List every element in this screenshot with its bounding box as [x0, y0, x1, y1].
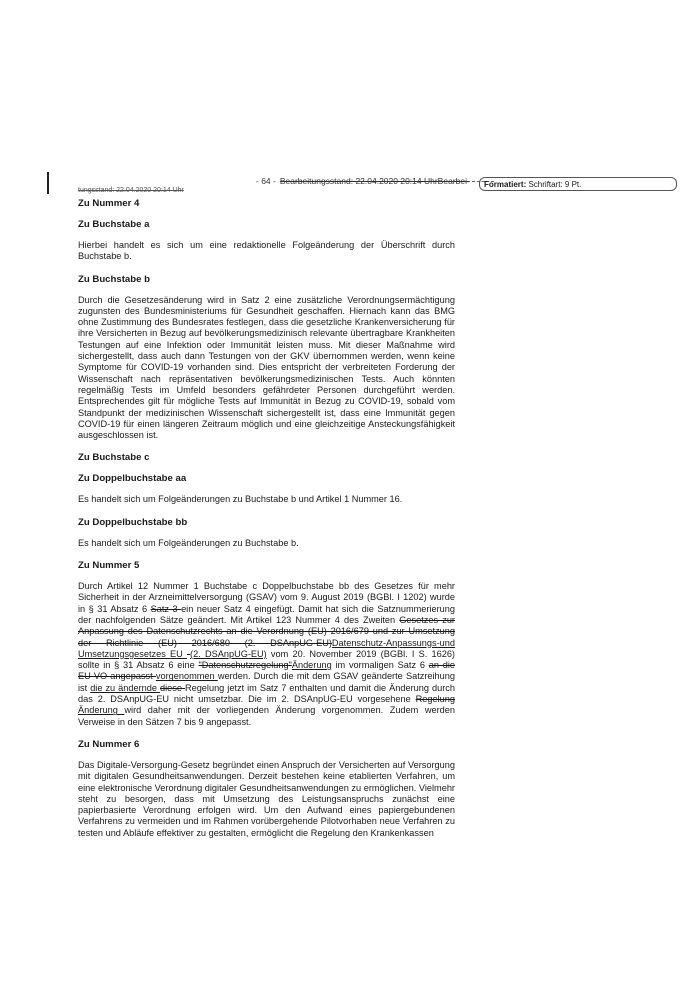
deleted-text: "Datenschutzregelung" — [198, 660, 292, 671]
text-run: werden. Durch die mit dem GSAV geänderte Satzreihung ist — [78, 671, 455, 693]
deleted-stand: Bearbeitungsstand: 22.04.2020 20:14 UhrBearbei- — [279, 176, 470, 186]
comment-label: Formatiert: — [484, 180, 527, 189]
deleted-text: Satz 3 — [150, 603, 182, 614]
paragraph-doppelbuchstabe-aa: Es handelt sich um Folgeänderungen zu Buchstabe b und Artikel 1 Nummer 16. — [78, 494, 403, 505]
inserted-text: vorgenommen — [155, 671, 218, 682]
text-run: wird daher mit der vorliegenden Änderung vorgenommen. Zudem werden Verweise in den Sätzen 7 bis 9 angepasst. — [78, 705, 455, 727]
running-head: tungsstand: 22.04.2020 20:14 Uhr — [78, 187, 184, 194]
inserted-text: Datenschutz-Anpassungs-und Umsetzungsgesetzes EU — [78, 637, 455, 659]
paragraph-buchstabe-b: Durch die Gesetzesänderung wird in Satz 2 eine zusätzliche Verordnungsermächtigung zugunsten des Bundesministeriums für Gesundheit geschaffen. Hiernach kann das BMG ohne Zustimmung des Bundesrates festlegen, dass die gesetzliche Krankenversicherung für ihre Versicherten in Bezug auf bevölkerungsmedizinisch relevante übertragbare Krankheiten Testungen auf eine Infektion oder Immunität leisten muss. Mit dieser Maßnahme wird sichergestellt, dass auch dann Testungen von der GKV übernommen werden, wenn keine Symptome für COVID-19 vorhanden sind. Dies entspricht der verbreiteten Forderung der Wissenschaft nach repräsentativen bevölkerungsmedizinischen Tests. Auch könnten regelmäßig Tests im Umfeld besonders gefährdeter Personen durchgeführt werden. Entsprechendes gilt für mögliche Tests auf Immunität in Bezug zu COVID-19, sobald vom Standpunkt der medizinischen Wissenschaft sichergestellt ist, dass eine Immunität gegen COVID-19 für einen längeren Zeitraum möglich und eine gleichzeitige Ansteckungsfähigkeit ausgeschlossen ist. — [78, 294, 455, 441]
deleted-text: diese — [159, 682, 185, 693]
text-run: Regelung jetzt im Satz 7 enthalten und damit die Änderung durch das 2. DSAnpUG-EU nicht umsetzbar. Die im 2. DSAnpUG-EU vorgesehene — [78, 682, 455, 705]
page-header — [256, 176, 494, 186]
deleted-text: an die EU-VO angepasst — [78, 660, 455, 682]
inserted-text: Änderung — [291, 660, 332, 671]
text-run: vom 20. November 2019 (BGBl. I S. 1626) sollte in § 31 Absatz 6 eine — [78, 648, 455, 671]
heading-doppelbuchstabe-bb: Zu Doppelbuchstabe bb — [78, 516, 188, 528]
text-run: ein neuer Satz 4 eingefügt. Damit hat sich die Satznummerierung der nachfolgenden Sätze geändert. Mit Artikel 123 Nummer 4 des Zweiten — [78, 603, 455, 625]
paragraph-doppelbuchstabe-bb: Es handelt sich um Folgeänderungen zu Buchstabe b. — [78, 537, 299, 548]
heading-buchstabe-b: Zu Buchstabe b — [78, 273, 150, 285]
format-comment-balloon[interactable] — [479, 177, 677, 191]
heading-nummer-4: Zu Nummer 4 — [78, 198, 140, 209]
inserted-text: (2. DSAnpUG-EU) — [190, 648, 267, 659]
text-run: Durch Artikel 12 Nummer 1 Buchstabe c Doppelbuchstabe bb des Gesetzes für mehr Sicherheit in der Arzneimittelversorgung (GSAV) vom 9. August 2019 (BGBl. I 1202) wurde in § 31 Absatz 6 — [78, 581, 455, 614]
deleted-text: Gesetzes zur Anpassung des Datenschutzrechts an die Verordnung (EU) 2016/679 und zur Umsetzung der Richtlinie (EU) 2016/680 (2. DSAnpUG-EU) — [78, 614, 455, 648]
paragraph-buchstabe-a: Hierbei handelt es sich um eine redaktionelle Folgeänderung der Überschrift durch Buchstabe b. — [78, 240, 455, 262]
heading-buchstabe-c: Zu Buchstabe c — [78, 452, 150, 464]
inserted-text: Änderung — [78, 705, 125, 716]
paragraph-nummer-5 — [78, 581, 455, 728]
comment-value: Schriftart: 9 Pt. — [528, 180, 582, 189]
deleted-text: - — [186, 648, 191, 659]
heading-buchstabe-a: Zu Buchstabe a — [78, 219, 150, 230]
text-run: im vormaligen Satz 6 — [331, 660, 429, 671]
deleted-text: Regelung — [415, 694, 455, 705]
paragraph-nummer-6: Das Digitale-Versorgung-Gesetz begründet einen Anspruch der Versicherten auf Versorgung mit digitalen Gesundheitsanwendungen. Derzeit bestehen keine etablierten Verfahren, um eine elektronische Verordnung digitaler Gesundheitsanwendungen zu ermöglichen. Vielmehr steht zu besorgen, dass mit Umsetzung des Leistungsanspruchs zunächst eine papierbasierte Verordnung erfolgen wird. Um den Aufwand eines papiergebundenen Verfahrens zu vermeiden und im Rahmen vorübergehende Pilotvorhaben neue Verfahren zu testen und Abläufe effektiver zu gestalten, ermöglicht die Regelung den Krankenkassen — [78, 759, 455, 838]
heading-doppelbuchstabe-aa: Zu Doppelbuchstabe aa — [78, 473, 187, 485]
heading-nummer-5: Zu Nummer 5 — [78, 560, 140, 572]
page-number: - 64 - — [256, 176, 276, 186]
heading-nummer-6: Zu Nummer 6 — [78, 738, 140, 750]
document-body — [78, 198, 455, 850]
inserted-text: die zu ändernde — [90, 682, 160, 693]
change-bar — [47, 172, 49, 194]
